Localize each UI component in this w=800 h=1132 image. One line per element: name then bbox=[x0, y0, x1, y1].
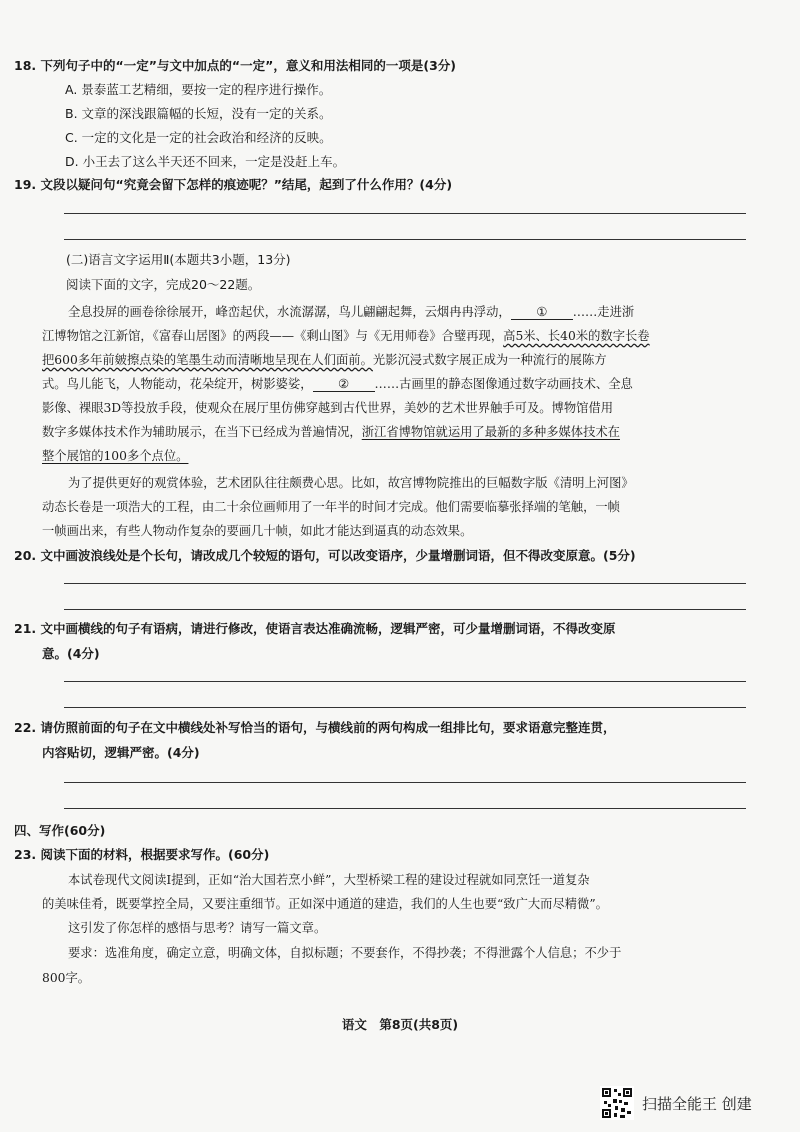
passage-line: 式。鸟儿能飞，人物能动，花朵绽开，树影婆娑， ② ……古画里的静态图像通过数字动画技术、全息 bbox=[42, 377, 633, 391]
material-line: 本试卷现代文阅读Ⅰ提到，正如“治大国若烹小鲜”，大型桥梁工程的建设过程就如同烹饪一道复杂 bbox=[68, 873, 590, 887]
answer-line bbox=[64, 239, 746, 240]
answer-line bbox=[64, 583, 746, 584]
passage-line: 动态长卷是一项浩大的工程，由二十余位画师用了一年半的时间才完成。他们需要临摹张择端的笔触，一帧 bbox=[42, 500, 620, 514]
underlined-sentence: 整个展馆的100多个点位。 bbox=[42, 449, 189, 463]
scanner-watermark bbox=[600, 1086, 752, 1120]
q22-stem: 22. 请仿照前面的句子在文中横线处补写恰当的语句，与横线前的两句构成一组排比句，要求语意完整连贯， bbox=[14, 720, 616, 735]
passage-line: 把600多年前皴擦点染的笔墨生动而清晰地呈现在人们面前。光影沉浸式数字展正成为一种流行的展陈方 bbox=[42, 353, 607, 367]
watermark-text: 扫描全能王 创建 bbox=[642, 1094, 752, 1113]
requirement-line: 800字。 bbox=[42, 971, 91, 985]
passage-line: 一帧画出来，有些人物动作复杂的要画几十帧，如此才能达到逼真的动态效果。 bbox=[42, 524, 473, 538]
q21-stem-cont: 意。(4分) bbox=[42, 646, 100, 661]
underlined-sentence: 浙江省博物馆就运用了最新的多种多媒体技术在 bbox=[361, 425, 620, 439]
passage-line: 为了提供更好的观赏体验，艺术团队往往颇费心思。比如，故宫博物院推出的巨幅数字版《清明上河图》 bbox=[68, 476, 634, 490]
wavy-sentence: 把600多年前皴擦点染的笔墨生动而清晰地呈现在人们面前。 bbox=[42, 353, 373, 367]
q20-stem: 20. 文中画波浪线处是个长句，请改成几个较短的语句，可以改变语序，少量增删词语，但不得改变原意。(5分) bbox=[14, 548, 636, 563]
answer-line bbox=[64, 782, 746, 783]
answer-line bbox=[64, 609, 746, 610]
blank-2: ② bbox=[313, 377, 375, 392]
material-line: 的美味佳肴，既要掌控全局，又要注重细节。正如深中通道的建造，我们的人生也要“致广大而尽精微”。 bbox=[42, 897, 608, 911]
passage-line: 影像、裸眼3D等投放手段，使观众在展厅里仿佛穿越到古代世界，美妙的艺术世界触手可及。博物馆借用 bbox=[42, 401, 614, 415]
q18-option-c: C. 一定的文化是一定的社会政治和经济的反映。 bbox=[65, 130, 332, 145]
q18-option-b: B. 文章的深浅跟篇幅的长短，没有一定的关系。 bbox=[65, 106, 332, 121]
qr-code-icon bbox=[600, 1086, 634, 1120]
q18-option-a: A. 景泰蓝工艺精细，要按一定的程序进行操作。 bbox=[65, 82, 332, 97]
q22-stem-cont: 内容贴切，逻辑严密。(4分) bbox=[42, 745, 200, 760]
material-line: 这引发了你怎样的感悟与思考？请写一篇文章。 bbox=[68, 921, 327, 935]
section2-instruction: 阅读下面的文字，完成20～22题。 bbox=[66, 277, 261, 292]
page-footer: 语文 第8页(共8页) bbox=[341, 1017, 459, 1032]
requirement-line: 要求：选准角度，确定立意，明确文体，自拟标题；不要套作，不得抄袭；不得泄露个人信息；不少于 bbox=[68, 946, 622, 960]
section4-title: 四、写作(60分) bbox=[14, 823, 106, 838]
blank-1: ① bbox=[511, 305, 573, 320]
answer-line bbox=[64, 808, 746, 809]
answer-line bbox=[64, 213, 746, 214]
passage-line bbox=[42, 446, 188, 464]
q18-option-d: D. 小王去了这么半天还不回来，一定是没赶上车。 bbox=[65, 154, 346, 169]
passage-line: 全息投屏的画卷徐徐展开，峰峦起伏，水流潺潺，鸟儿翩翩起舞，云烟冉冉浮动， ① ……走进浙 bbox=[68, 305, 635, 319]
answer-line bbox=[64, 681, 746, 682]
section2-title: (二)语言文字运用Ⅱ(本题共3小题，13分) bbox=[66, 252, 291, 267]
q23-stem: 23. 阅读下面的材料，根据要求写作。(60分) bbox=[14, 847, 270, 862]
answer-line bbox=[64, 707, 746, 708]
q19-stem: 19. 文段以疑问句“究竟会留下怎样的痕迹呢？”结尾，起到了什么作用？(4分) bbox=[14, 177, 453, 192]
passage-line: 数字多媒体技术作为辅助展示，在当下已经成为普遍情况，浙江省博物馆就运用了最新的多种多媒体技术在 bbox=[42, 425, 620, 439]
wavy-sentence: 高5米、长40米的数字长卷 bbox=[503, 329, 650, 343]
q18-stem: 18. 下列句子中的“一定”与文中加点的“一定”，意义和用法相同的一项是(3分) bbox=[14, 58, 456, 73]
q21-stem: 21. 文中画横线的句子有语病，请进行修改，使语言表达准确流畅，逻辑严密，可少量增删词语，不得改变原 bbox=[14, 621, 616, 636]
passage-line: 江博物馆之江新馆，《富春山居图》的两段——《剩山图》与《无用师卷》合璧再现，高5米、长40米的数字长卷 bbox=[42, 329, 650, 343]
